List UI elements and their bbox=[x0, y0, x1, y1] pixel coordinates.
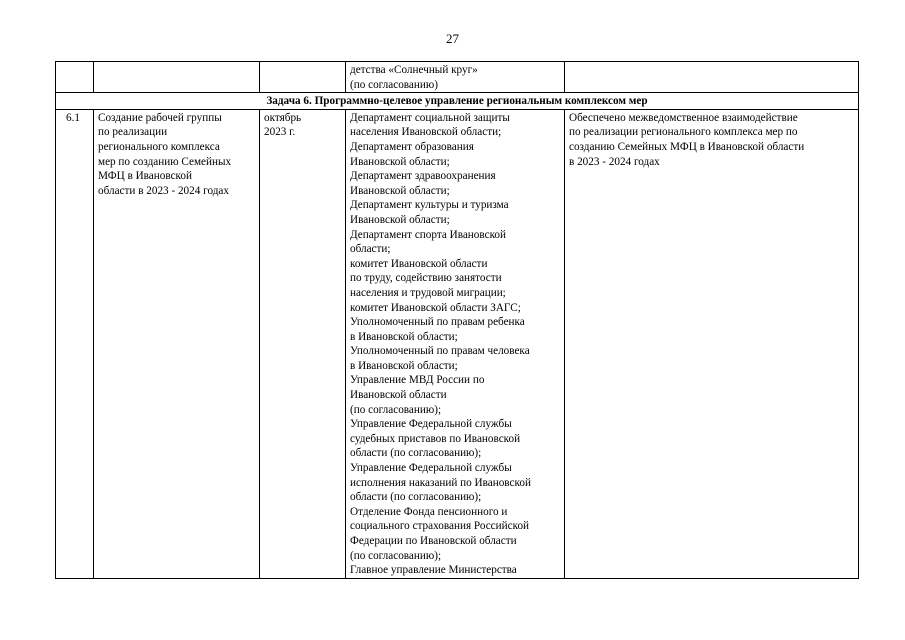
partners-cell bbox=[346, 109, 565, 578]
text-line: 2023 г. bbox=[264, 126, 296, 139]
number-cell-empty bbox=[56, 62, 94, 93]
text-line: в Ивановской области; bbox=[350, 359, 458, 372]
text-line: в Ивановской области; bbox=[350, 330, 458, 343]
deadline-cell bbox=[260, 109, 346, 578]
text-line: Управление Федеральной службы bbox=[350, 462, 512, 475]
text-line: исполнения наказаний по Ивановской bbox=[350, 476, 531, 489]
text-line: (по согласованию); bbox=[350, 403, 442, 416]
result-cell-empty bbox=[565, 62, 859, 93]
text-line: населения Ивановской области; bbox=[350, 126, 502, 139]
text-line: Ивановской области; bbox=[350, 213, 450, 226]
text-line: Департамент здравоохранения bbox=[350, 170, 496, 183]
text-line: комитет Ивановской области bbox=[350, 257, 488, 270]
text-line: Департамент культуры и туризма bbox=[350, 199, 509, 212]
event-cell-empty bbox=[94, 62, 260, 93]
text-line: социального страхования Российской bbox=[350, 520, 530, 533]
task-heading-row bbox=[56, 93, 859, 110]
text-line: области в 2023 - 2024 годах bbox=[98, 184, 229, 197]
row-number: 6.1 bbox=[56, 109, 94, 578]
table-row bbox=[56, 109, 859, 578]
text-line: населения и трудовой миграции; bbox=[350, 286, 506, 299]
text-line: области; bbox=[350, 243, 391, 256]
measures-table bbox=[55, 61, 859, 579]
text-line: (по согласованию); bbox=[350, 549, 442, 562]
continuation-row bbox=[56, 62, 859, 93]
text-line: Отделение Фонда пенсионного и bbox=[350, 505, 508, 518]
text-line: октябрь bbox=[264, 111, 302, 124]
text-line: созданию Семейных МФЦ в Ивановской области bbox=[569, 140, 805, 153]
text-line: Ивановской области; bbox=[350, 155, 450, 168]
text-line: регионального комплекса bbox=[98, 140, 220, 153]
task-heading: Задача 6. Программно-целевое управление региональным комплексом мер bbox=[56, 93, 859, 110]
text-line: судебных приставов по Ивановской bbox=[350, 432, 521, 445]
text-line: Ивановской области; bbox=[350, 184, 450, 197]
text-line: Управление Федеральной службы bbox=[350, 418, 512, 431]
text-line: Департамент спорта Ивановской bbox=[350, 228, 507, 241]
text-line: Уполномоченный по правам ребенка bbox=[350, 316, 525, 329]
text-line: мер по созданию Семейных bbox=[98, 155, 232, 168]
text-line: МФЦ в Ивановской bbox=[98, 170, 192, 183]
deadline-cell-empty bbox=[260, 62, 346, 93]
text-line: Департамент образования bbox=[350, 140, 474, 153]
text-line: Главное управление Министерства bbox=[350, 564, 517, 577]
text-line: в 2023 - 2024 годах bbox=[569, 155, 660, 168]
text-line: области (по согласованию); bbox=[350, 491, 482, 504]
text-line: Управление МВД России по bbox=[350, 374, 485, 387]
text-line: (по согласованию) bbox=[350, 78, 438, 91]
partners-cell-continued bbox=[346, 62, 565, 93]
text-line: комитет Ивановской области ЗАГС; bbox=[350, 301, 521, 314]
text-line: по реализации bbox=[98, 126, 168, 139]
event-cell bbox=[94, 109, 260, 578]
text-line: Департамент социальной защиты bbox=[350, 111, 510, 124]
text-line: области (по согласованию); bbox=[350, 447, 482, 460]
result-cell bbox=[565, 109, 859, 578]
text-line: Обеспечено межведомственное взаимодействие bbox=[569, 111, 798, 124]
text-line: Уполномоченный по правам человека bbox=[350, 345, 530, 358]
text-line: Создание рабочей группы bbox=[98, 111, 222, 124]
text-line: Ивановской области bbox=[350, 389, 447, 402]
text-line: детства «Солнечный круг» bbox=[350, 64, 478, 76]
page-number: 27 bbox=[446, 31, 459, 46]
text-line: по труду, содействию занятости bbox=[350, 272, 502, 285]
text-line: по реализации регионального комплекса мер по bbox=[569, 126, 798, 139]
text-line: Федерации по Ивановской области bbox=[350, 535, 517, 547]
